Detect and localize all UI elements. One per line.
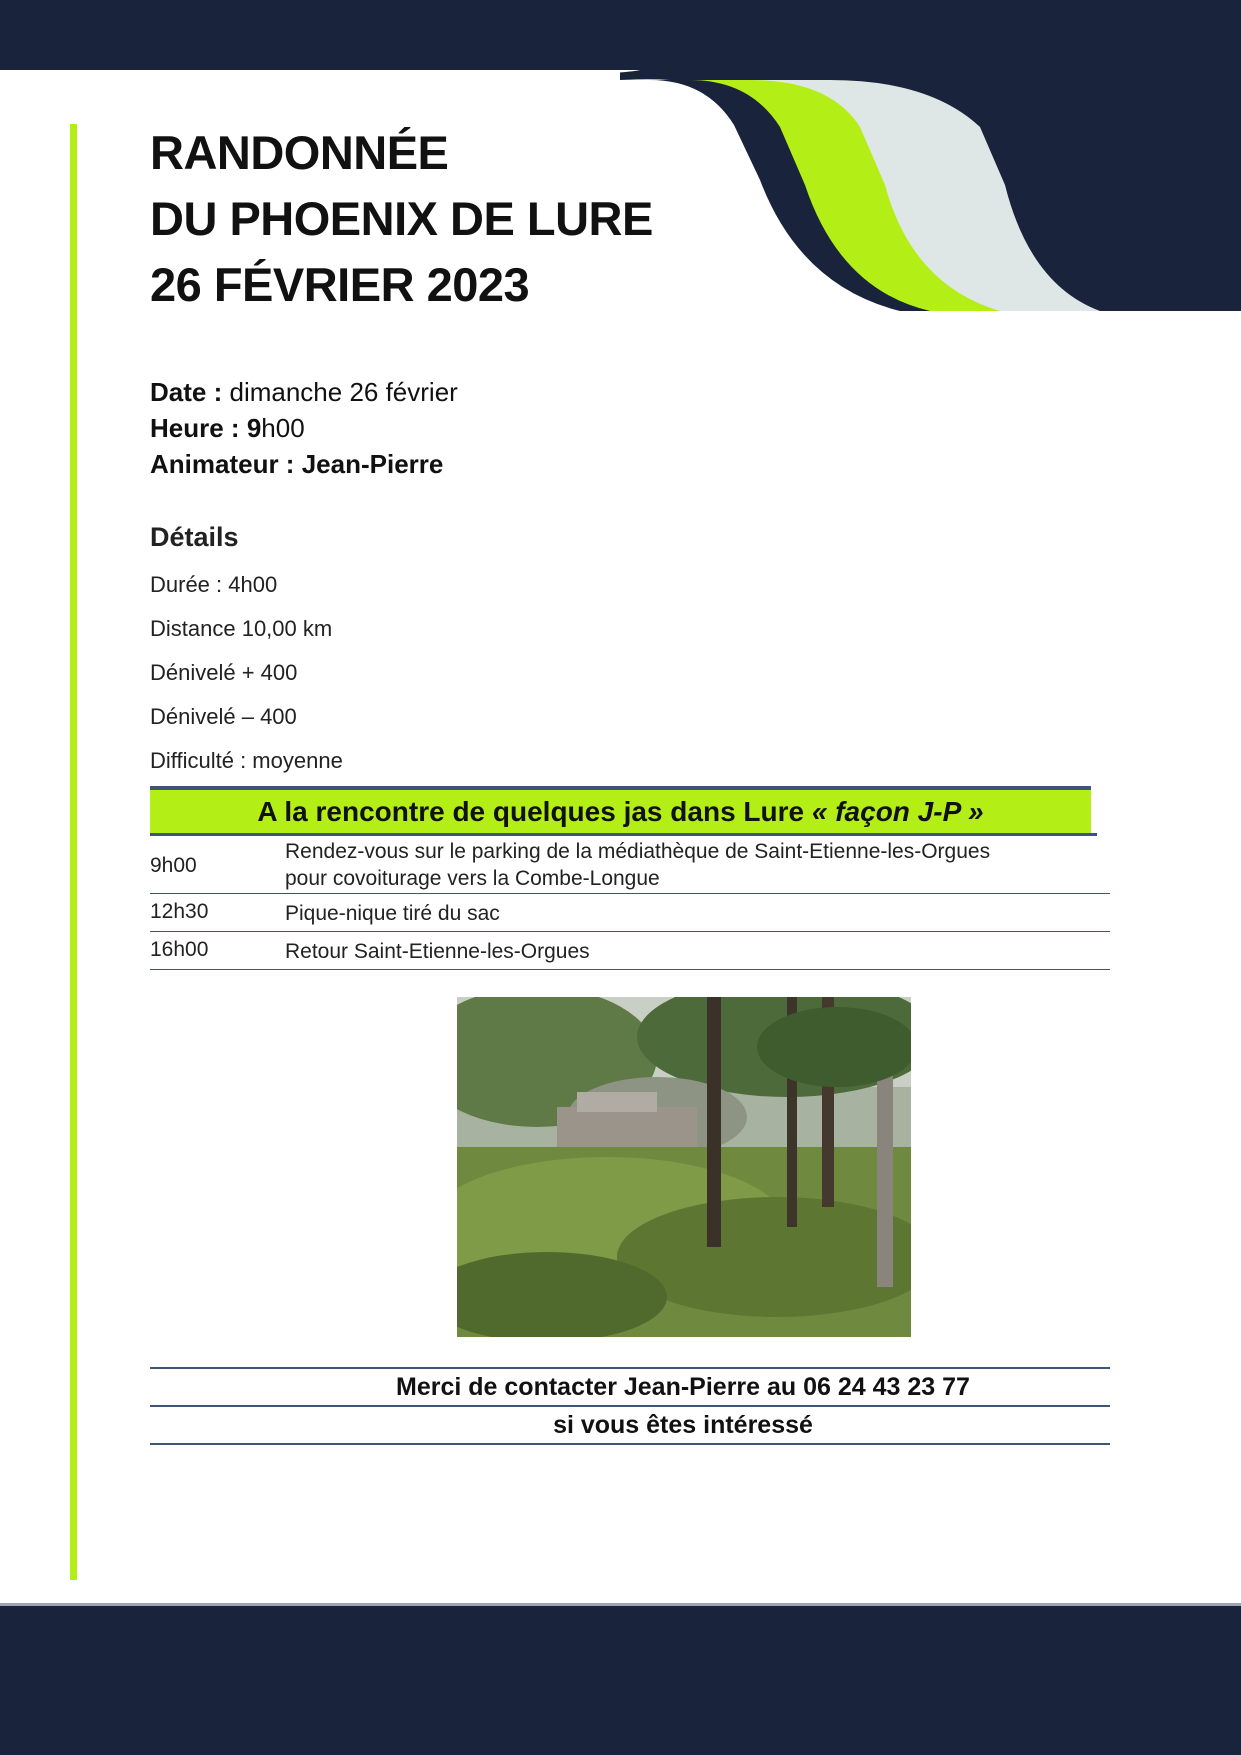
banner-italic: « façon J-P »: [811, 796, 984, 827]
title-line-3: 26 FÉVRIER 2023: [150, 258, 530, 311]
contact-middle-rule: [150, 1405, 1110, 1407]
heure-line: [150, 410, 458, 446]
contact-line-2: si vous êtes intéressé: [553, 1411, 813, 1439]
heure-value-minutes: h00: [261, 413, 305, 443]
schedule-description: [285, 838, 990, 892]
heure-value-hour: 9: [246, 413, 262, 443]
contact-line-1: Merci de contacter Jean-Pierre au 06 24 43 23 77: [396, 1373, 970, 1401]
schedule-time: 12h30: [150, 900, 209, 923]
detail-duree: Durée : 4h00: [150, 572, 278, 597]
animateur-value: Jean-Pierre: [301, 449, 444, 479]
schedule-time: 16h00: [150, 938, 209, 961]
footer-band: [0, 1606, 1241, 1755]
schedule-description-line: pour covoiturage vers la Combe-Longue: [285, 867, 660, 890]
animateur-line: [150, 446, 458, 482]
event-info: [150, 374, 458, 482]
date-label: Date :: [150, 377, 223, 407]
schedule-row: [150, 894, 1110, 932]
banner-text: A la rencontre de quelques jas dans Lure: [257, 796, 805, 827]
detail-difficulte: Difficulté : moyenne: [150, 748, 343, 773]
details-list: [150, 570, 343, 790]
page-title: [150, 120, 653, 318]
detail-distance: Distance 10,00 km: [150, 616, 333, 641]
animateur-label: Animateur :: [150, 449, 295, 479]
forest-photo: [457, 997, 911, 1337]
title-line-2: DU PHOENIX DE LURE: [150, 192, 653, 245]
date-line: [150, 374, 458, 410]
date-value: dimanche 26 février: [229, 377, 458, 407]
detail-denivele-moins: Dénivelé – 400: [150, 704, 297, 729]
detail-denivele-plus: Dénivelé + 400: [150, 660, 298, 685]
schedule-description-line: Rendez-vous sur le parking de la médiathèque de Saint-Etienne-les-Orgues: [285, 840, 991, 863]
schedule-description: Pique-nique tiré du sac: [285, 902, 500, 925]
details-heading: Détails: [150, 522, 239, 552]
itinerary-banner: [150, 790, 1091, 834]
schedule-description: Retour Saint-Etienne-les-Orgues: [285, 940, 590, 963]
contact-bottom-rule: [150, 1443, 1110, 1445]
left-accent-bar: [70, 124, 77, 1580]
banner-bottom-rule: [150, 833, 1097, 836]
schedule-row: [150, 932, 1110, 970]
schedule-table: [150, 838, 1110, 970]
heure-label: Heure :: [150, 413, 240, 443]
schedule-time: 9h00: [150, 854, 197, 877]
contact-top-rule: [150, 1367, 1110, 1369]
schedule-row: [150, 838, 1110, 894]
title-line-1: RANDONNÉE: [150, 126, 449, 179]
